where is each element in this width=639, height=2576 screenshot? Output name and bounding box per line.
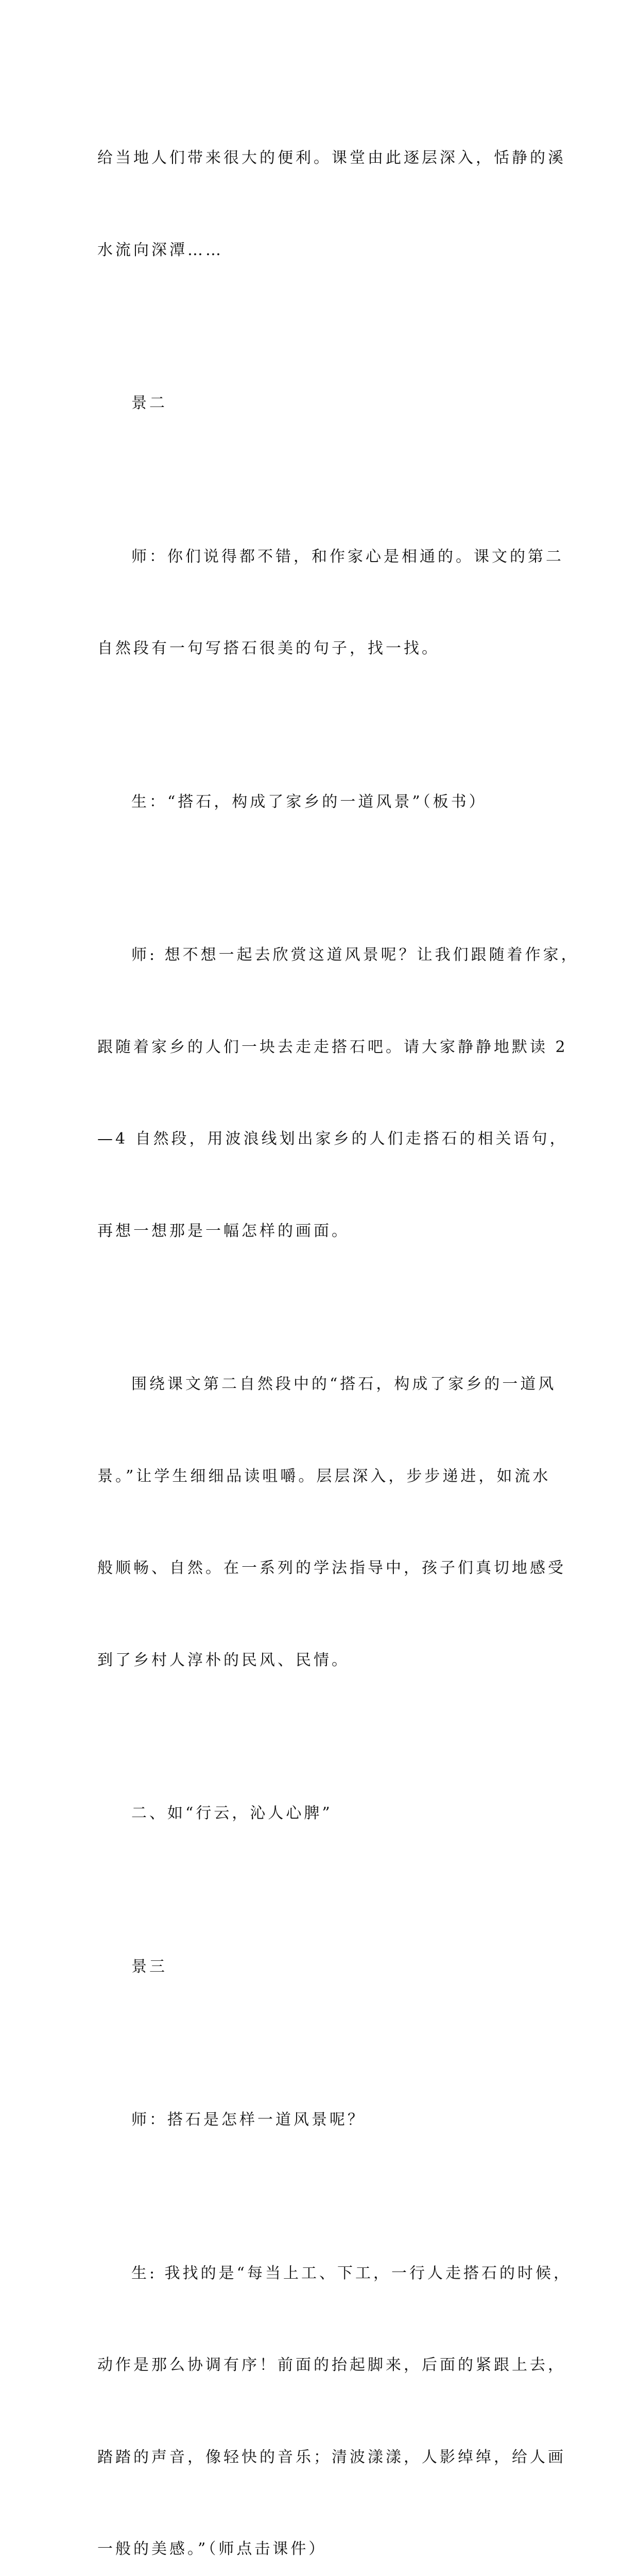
text-line: 再想一想那是一幅怎样的画面。	[97, 1216, 545, 1247]
text-line: 景三	[97, 1952, 545, 1982]
text-line: 生: 我找的是“每当上工、下工，一行人走搭石的时候，	[97, 2258, 545, 2289]
paragraph-teacher	[97, 878, 545, 1308]
text-line: 师：搭石是怎样一道风景呢？	[97, 2105, 545, 2136]
text-line: 动作是那么协调有序！前面的抬起脚来，后面的紧跟上去，	[97, 2350, 545, 2381]
text-line: 自然段有一句写搭石很美的句子，找一找。	[97, 633, 545, 664]
text-line: 给当地人们带来很大的便利。课堂由此逐层深入，恬静的溪	[97, 143, 545, 174]
paragraph-continuation	[97, 81, 545, 327]
text-line: 生：“搭石，构成了家乡的一道风景”（板书）	[97, 787, 545, 818]
text-line: 一般的美感。”（师点击课件）	[97, 2534, 545, 2565]
text-line: 踏踏的声音，像轻快的音乐；清波漾漾，人影绰绰，给人画	[97, 2442, 545, 2473]
paragraph-teacher	[97, 480, 545, 725]
text-line: 二、如“行云，沁人心脾”	[97, 1798, 545, 1829]
document-body	[97, 81, 545, 2576]
paragraph-commentary	[97, 1308, 545, 1737]
text-line: —4 自然段，用波浪线划出家乡的人们走搭石的相关语句，	[97, 1124, 545, 1155]
text-line: 水流向深潭……	[97, 235, 545, 266]
document-page	[0, 0, 639, 904]
text-line: 师: 想不想一起去欣赏这道风景呢？让我们跟随着作家，	[97, 940, 545, 971]
section-heading-scene-three	[97, 1890, 545, 2044]
paragraph-student	[97, 2197, 545, 2576]
text-line: 师：你们说得都不错，和作家心是相通的。课文的第二	[97, 541, 545, 572]
paragraph-student	[97, 725, 545, 879]
section-heading-two	[97, 1737, 545, 1890]
section-heading-scene-two	[97, 327, 545, 480]
text-line: 围绕课文第二自然段中的“搭石，构成了家乡的一道风	[97, 1369, 545, 1400]
paragraph-teacher	[97, 2043, 545, 2197]
text-line: 景二	[97, 388, 545, 419]
text-line: 跟随着家乡的人们一块去走走搭石吧。请大家静静地默读 2	[97, 1032, 545, 1063]
text-line: 到了乡村人淳朴的民风、民情。	[97, 1645, 545, 1676]
text-line: 般顺畅、自然。在一系列的学法指导中，孩子们真切地感受	[97, 1553, 545, 1584]
text-line: 景。”让学生细细品读咀嚼。层层深入，步步递进，如流水	[97, 1461, 545, 1492]
